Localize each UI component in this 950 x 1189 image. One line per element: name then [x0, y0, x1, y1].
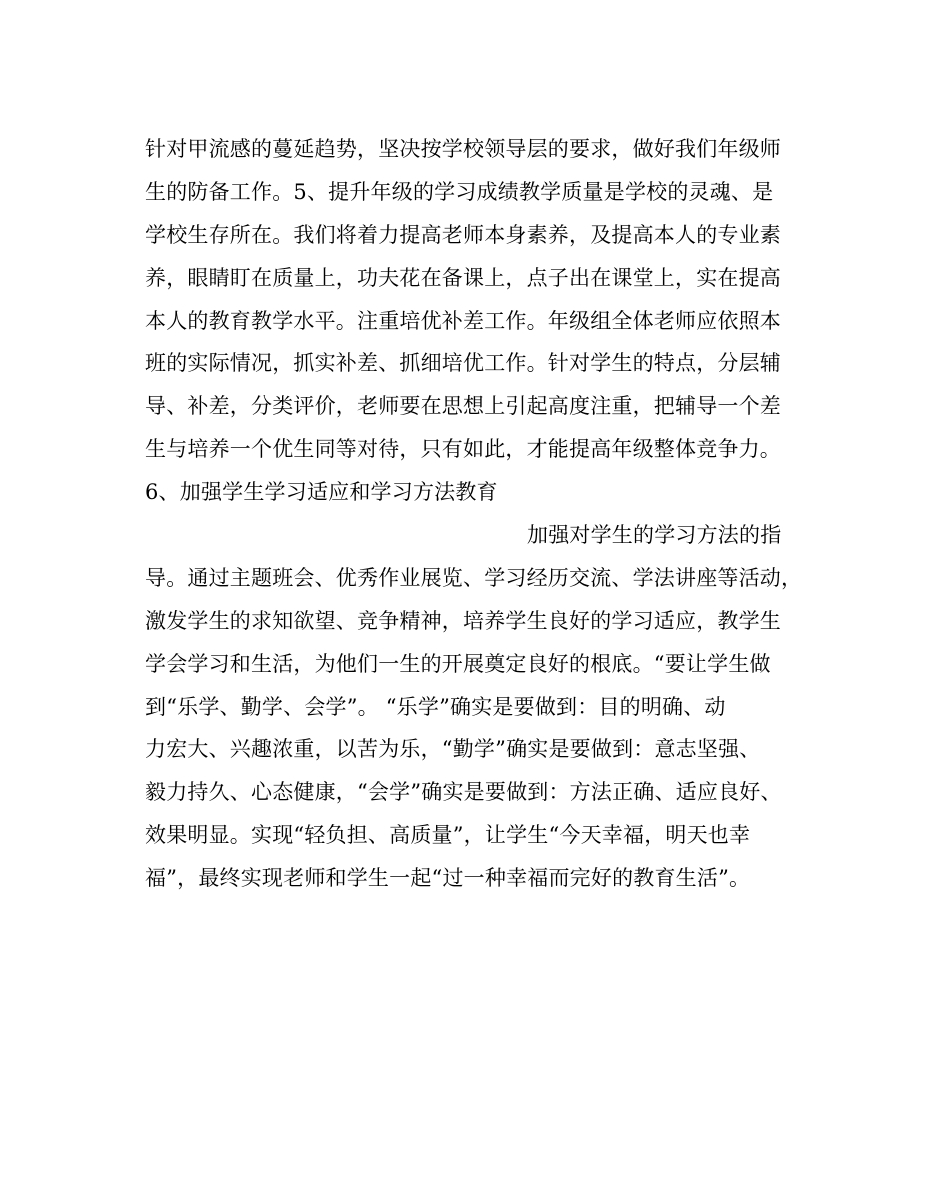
text-line: 生与培养一个优生同等对待，只有如此，才能提高年级整体竞争力。 [145, 437, 781, 462]
text-line: 班的实际情况，抓实补差、抓细培优工作。针对学生的特点，分层辅 [145, 351, 781, 376]
text-line: 毅力持久、心态健康，“会学”确实是要做到：方法正确、适应良好、 [145, 780, 782, 805]
text-line: 针对甲流感的蔓延趋势，坚决按学校领导层的要求，做好我们年级师 [145, 137, 781, 161]
section-heading: 6、加强学生学习适应和学习方法教育 [145, 480, 498, 505]
text-line: 本人的教育教学水平。注重培优补差工作。年级组全体老师应依照本 [145, 308, 781, 333]
text-line: 导。通过主题班会、优秀作业展览、学习经历交流、学法讲座等活动， [145, 565, 803, 590]
text-line: 力宏大、兴趣浓重，以苦为乐，“勤学”确实是要做到：意志坚强、 [145, 737, 761, 762]
text-line: 福”，最终实现老师和学生一起“过一种幸福而完好的教育生活”。 [145, 866, 751, 891]
text-line: 导、补差，分类评价，老师要在思想上引起高度注重，把辅导一个差 [145, 394, 781, 419]
text-line: 激发学生的求知欲望、竞争精神，培养学生良好的学习适应，教学生 [145, 608, 781, 633]
text-line: 效果明显。实现“轻负担、高质量”，让学生“今天幸福，明天也幸 [145, 823, 751, 848]
text-line: 学校生存所在。我们将着力提高老师本身素养，及提高本人的专业素 [145, 222, 781, 247]
body-text [145, 128, 825, 900]
text-line: 生的防备工作。5、提升年级的学习成绩教学质量是学校的灵魂、是 [145, 179, 774, 204]
text-line: 到“乐学、勤学、会学”。 “乐学”确实是要做到：目的明确、动 [145, 694, 726, 719]
text-line: 加强对学生的学习方法的指 [527, 523, 782, 548]
text-line: 养，眼睛盯在质量上，功夫花在备课上，点子出在课堂上，实在提高 [145, 265, 781, 290]
text-line: 学会学习和生活，为他们一生的开展奠定良好的根底。“要让学生做 [145, 651, 771, 676]
